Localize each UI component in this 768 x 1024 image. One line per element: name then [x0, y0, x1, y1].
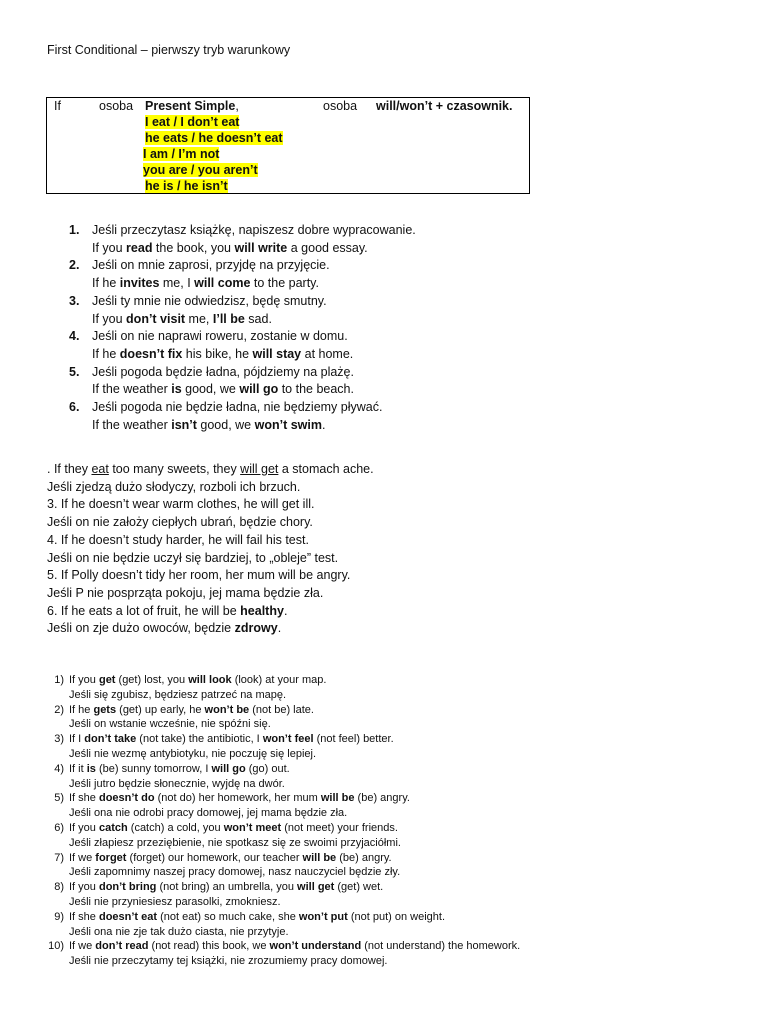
table-if: If: [54, 99, 61, 113]
exercise-line: [47, 479, 727, 497]
text-run: to the beach.: [278, 382, 354, 397]
bold-text: won’t be: [204, 703, 250, 716]
exercise-line: [47, 532, 727, 550]
list-item: [42, 762, 742, 792]
item-number: 1): [54, 674, 64, 686]
underlined-text: eat: [91, 462, 109, 476]
table-present-simple-header: Present Simple,: [145, 99, 239, 113]
text-run: to the party.: [250, 276, 319, 291]
polish-sentence: Jeśli jutro będzie słonecznie, wyjdę na dwór.: [69, 777, 285, 790]
text-run: (not feel) better.: [313, 733, 394, 746]
text-run: If he: [92, 346, 120, 361]
item-number: 6): [54, 821, 64, 834]
item-number: 4.: [69, 329, 80, 344]
table-example: you are / you aren’t: [143, 163, 258, 177]
text-run: his bike, he: [182, 346, 253, 361]
exercise-line: [47, 550, 727, 568]
text-run: a stomach ache.: [278, 462, 374, 476]
english-sentence: [69, 939, 742, 954]
text-run: If I: [69, 733, 85, 746]
bold-text: read: [126, 240, 153, 255]
text-run: (get) lost, you: [115, 674, 189, 686]
bold-text: won’t feel: [262, 733, 314, 746]
list-item: [42, 703, 742, 733]
text-run: If the weather: [92, 417, 172, 432]
text-run: 5. If Polly doesn’t tidy her room, her mum will be angry.: [47, 568, 351, 583]
exercise-line: [47, 567, 727, 585]
list-item: [42, 910, 742, 940]
item-number: 6.: [69, 400, 80, 415]
list-item: [60, 399, 660, 434]
bold-text: will go: [211, 762, 246, 775]
polish-sentence: Jeśli ona nie odrobi pracy domowej, jej mama będzie zła.: [69, 807, 348, 820]
bold-text: get: [98, 674, 116, 686]
item-number: 5): [54, 792, 64, 805]
polish-sentence: Jeśli on mnie zaprosi, przyjdę na przyjęcie.: [92, 258, 330, 273]
page-title: First Conditional – pierwszy tryb warunkowy: [47, 43, 291, 57]
polish-sentence: Jeśli on nie naprawi roweru, zostanie w domu.: [92, 329, 348, 344]
item-number: 5.: [69, 364, 80, 379]
text-run: Jeśli on nie założy ciepłych ubrań, będzie chory.: [47, 515, 313, 530]
english-sentence: [92, 381, 660, 399]
list-item: [42, 821, 742, 851]
item-number: 9): [54, 910, 64, 923]
english-sentence: [69, 732, 742, 747]
text-run: Jeśli on nie będzie uczył się bardziej, to „obleje” test.: [47, 550, 339, 565]
underlined-text: will get: [240, 462, 279, 476]
table-osoba-left: osoba: [99, 99, 134, 113]
bold-text: gets: [93, 703, 117, 716]
text-run: .: [321, 417, 326, 432]
bold-text: don’t visit: [126, 311, 186, 326]
item-number: 7): [54, 851, 64, 864]
text-run: good, we: [181, 382, 240, 397]
polish-sentence: Jeśli zapomnimy naszej pracy domowej, nasz nauczyciel będzie zły.: [69, 866, 401, 879]
text-run: If she: [69, 910, 99, 923]
english-sentence: [69, 851, 742, 866]
bold-text: don’t take: [84, 733, 137, 746]
polish-sentence: Jeśli nie wezmę antybiotyku, nie poczuję się lepiej.: [69, 747, 317, 760]
bold-text: will come: [194, 276, 251, 291]
text-run: a good essay.: [287, 240, 368, 255]
text-run: (get) wet.: [334, 881, 384, 894]
table-example: he is / he isn’t: [145, 179, 228, 193]
english-sentence: [92, 346, 660, 364]
text-run: (be) sunny tomorrow, I: [95, 762, 212, 775]
polish-sentence: Jeśli złapiesz przeziębienie, nie spotkasz się ze swoimi przyjaciółmi.: [69, 836, 401, 849]
text-run: .: [283, 603, 288, 618]
text-run: .: [277, 621, 282, 636]
exercise-line: [47, 585, 727, 603]
table-example: he eats / he doesn’t eat: [145, 131, 283, 145]
text-run: If she: [69, 792, 99, 805]
table-osoba-right: osoba: [323, 99, 358, 113]
text-run: If it: [69, 762, 87, 775]
list-item: [42, 939, 742, 969]
english-sentence: [69, 703, 742, 718]
text-run: If he: [92, 276, 120, 291]
text-run: (be) angry.: [354, 792, 410, 805]
list-item: [60, 364, 660, 399]
english-sentence: [69, 791, 742, 806]
polish-sentence: Jeśli się zgubisz, będziesz patrzeć na mapę.: [69, 688, 287, 701]
item-number: 3): [54, 733, 64, 746]
bold-text: doesn’t do: [98, 792, 155, 805]
english-sentence: [92, 240, 660, 258]
english-sentence: [69, 910, 742, 925]
exercise-line: [47, 496, 727, 514]
item-number: 1.: [69, 223, 80, 237]
text-run: good, we: [196, 417, 255, 432]
bold-text: will get: [297, 881, 335, 894]
text-run: (look) at your map.: [231, 674, 327, 686]
bold-text: won’t understand: [269, 940, 362, 953]
bold-text: doesn’t fix: [119, 346, 183, 361]
polish-sentence: Jeśli pogoda nie będzie ładna, nie będziemy pływać.: [92, 400, 383, 415]
bold-text: is: [171, 382, 182, 397]
bold-text: will go: [239, 382, 279, 397]
text-run: (not eat) so much cake, she: [157, 910, 299, 923]
text-run: (not bring) an umbrella, you: [156, 881, 298, 894]
text-run: If we: [69, 940, 96, 953]
bold-text: will be: [320, 792, 355, 805]
english-sentence: [92, 275, 660, 293]
english-sentence: [69, 821, 742, 836]
text-run: Jeśli P nie posprząta pokoju, jej mama będzie zła.: [47, 585, 324, 600]
text-run: If we: [69, 851, 96, 864]
text-run: (be) angry.: [336, 851, 392, 864]
bold-text: don’t bring: [98, 881, 157, 894]
text-run: Jeśli on zje dużo owoców, będzie: [47, 621, 235, 636]
text-run: 4. If he doesn’t study harder, he will fail his test.: [47, 532, 309, 547]
item-number: 2): [54, 703, 64, 716]
exercise-line: [47, 514, 727, 532]
english-sentence: [69, 673, 742, 688]
text-run: (not take) the antibiotic, I: [136, 733, 263, 746]
text-run: at home.: [301, 346, 354, 361]
bold-text: won’t swim: [254, 417, 322, 432]
text-run: me,: [185, 311, 213, 326]
english-sentence: [92, 417, 660, 435]
text-run: (not be) late.: [249, 703, 314, 716]
text-run: (not understand) the homework.: [361, 940, 521, 953]
list-item: [60, 328, 660, 363]
text-run: If you: [92, 240, 127, 255]
text-run: 3. If he doesn’t wear warm clothes, he will get ill.: [47, 497, 315, 512]
polish-sentence: Jeśli nie przeczytamy tej książki, nie zrozumiemy pracy domowej.: [69, 955, 388, 968]
item-number: 3.: [69, 293, 80, 308]
polish-sentence: Jeśli pogoda będzie ładna, pójdziemy na plażę.: [92, 364, 354, 379]
text-run: me, I: [159, 276, 195, 291]
bold-text: will be: [302, 851, 337, 864]
english-sentence: [69, 762, 742, 777]
english-sentence: [92, 311, 660, 329]
polish-sentence: Jeśli ona nie zje tak dużo ciasta, nie przytyje.: [69, 925, 289, 938]
polish-sentence: Jeśli on wstanie wcześnie, nie spóźni się.: [69, 718, 271, 731]
bold-text: will stay: [252, 346, 302, 361]
text-run: If the weather: [92, 382, 172, 397]
text-run: (not do) her homework, her mum: [154, 792, 321, 805]
bold-text: doesn’t eat: [98, 910, 158, 923]
text-run: If you: [69, 881, 99, 894]
fill-in-exercise-list: [42, 673, 742, 969]
text-run: sad.: [244, 311, 272, 326]
list-item: [60, 257, 660, 292]
text-run: 6. If he eats a lot of fruit, he will be: [47, 603, 241, 618]
text-run: If you: [69, 821, 99, 834]
text-run: (catch) a cold, you: [127, 821, 224, 834]
text-run: If you: [69, 674, 99, 686]
list-item: [42, 880, 742, 910]
list-item: [42, 673, 742, 703]
list-item: [60, 293, 660, 328]
table-example: I am / I’m not: [143, 147, 220, 161]
table-will-header: will/won’t + czasownik.: [376, 99, 513, 113]
text-run: (not put) on weight.: [347, 910, 446, 923]
exercise-line: [47, 620, 727, 638]
text-run: If you: [92, 311, 127, 326]
bold-text: catch: [98, 821, 128, 834]
english-sentence: [69, 880, 742, 895]
bold-text: invites: [119, 276, 160, 291]
item-number: 10): [48, 940, 64, 953]
list-item: [60, 222, 660, 257]
text-run: (get) up early, he: [116, 703, 205, 716]
text-run: too many sweets, they: [108, 462, 241, 476]
grammar-table: [46, 97, 530, 194]
bold-text: will look: [188, 674, 232, 686]
text-run: (go) out.: [245, 762, 290, 775]
table-example: I eat / I don’t eat: [145, 115, 240, 129]
list-item: [42, 732, 742, 762]
exercise-line: [47, 603, 727, 621]
polish-sentence: Jeśli nie przyniesiesz parasolki, zmokniesz.: [69, 895, 281, 908]
translation-exercise: [47, 461, 727, 638]
bold-text: isn’t: [171, 417, 197, 432]
text-run: Jeśli zjedzą dużo słodyczy, rozboli ich brzuch.: [47, 479, 301, 494]
bold-text: I’ll be: [212, 311, 245, 326]
item-number: 8): [54, 881, 64, 894]
bold-text: forget: [95, 851, 127, 864]
bold-text: zdrowy: [234, 621, 278, 636]
bold-text: healthy: [240, 603, 284, 618]
bold-text: won’t put: [298, 910, 348, 923]
bold-text: won’t meet: [223, 821, 282, 834]
item-number: 2.: [69, 258, 80, 273]
example-sentences-list: [60, 222, 660, 434]
bold-text: don’t read: [95, 940, 149, 953]
item-number: 4): [54, 762, 64, 775]
text-run: (forget) our homework, our teacher: [126, 851, 303, 864]
polish-sentence: Jeśli przeczytasz książkę, napiszesz dobre wypracowanie.: [92, 223, 416, 237]
bold-text: is: [86, 762, 96, 775]
list-item: [42, 851, 742, 881]
bold-text: will write: [234, 240, 288, 255]
text-run: (not read) this book, we: [148, 940, 270, 953]
text-run: . If they: [47, 462, 92, 476]
text-run: If he: [69, 703, 94, 716]
polish-sentence: Jeśli ty mnie nie odwiedzisz, będę smutny.: [92, 293, 327, 308]
text-run: (not meet) your friends.: [281, 821, 398, 834]
list-item: [42, 791, 742, 821]
text-run: the book, you: [152, 240, 235, 255]
exercise-line: [47, 461, 727, 479]
